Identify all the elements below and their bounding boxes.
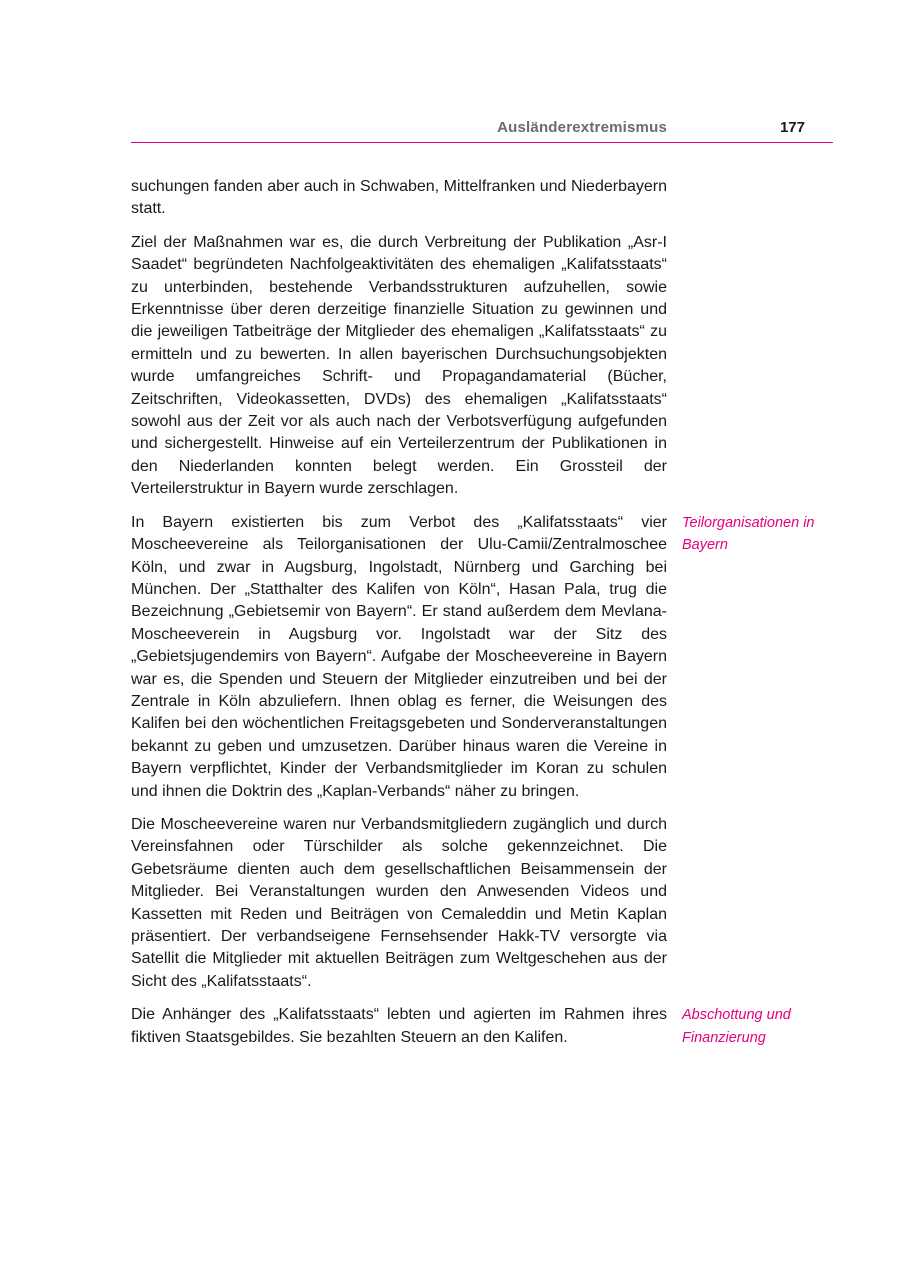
running-header [131,116,833,143]
paragraph-5-text: Die Anhänger des „Kalifatsstaats“ lebten und agierten im Rahmen ihres fiktiven Staatsgebildes. Sie bezahlten Steuern an den Kalifen. [131,1006,667,1046]
paragraph-4 [131,814,667,993]
paragraph-2-text: Ziel der Maßnahmen war es, die durch Verbreitung der Publikation „Asr-I Saadet“ begründeten Nachfolgeaktivitäten des ehemaligen „Kalifatsstaats“ zu unterbinden, bestehende Verbandsstrukturen aufzuhellen, sowie Erkenntnisse über deren derzeitige finanzielle Situation zu gewinnen und die jeweiligen Tatbeiträge der Mitglieder des ehemaligen „Kalifatsstaats“ zu ermitteln und zu bewerten. In allen bayerischen Durchsuchungsobjekten wurde umfangreiches Schrift- und Propagandamaterial (Bücher, Zeitschriften, Videokassetten, DVDs) des ehemaligen „Kalifatsstaats“ sowohl aus der Zeit vor als auch nach der Verbotsverfügung aufgefunden und sichergestellt. Hinweise auf ein Verteilerzentrum der Publikationen in den Niederlanden konnten belegt werden. Ein Grossteil der Verteilerstruktur in Bayern wurde zerschlagen. [131,233,667,498]
paragraph-3 [131,512,815,803]
body-text [131,176,815,1060]
paragraph-5 [131,1004,791,1049]
margin-note-abschottung: Abschottung und Finanzierung [682,1007,791,1046]
paragraph-3-text: In Bayern existierten bis zum Verbot des „Kalifatsstaats“ vier Moscheevereine als Teilorganisationen der Ulu-Camii/Zentralmoschee Köln, und zwar in Augsburg, Ingolstadt, Nürnberg und Garching bei München. Der „Statthalter des Kalifen von Köln“, Hasan Pala, trug die Bezeichnung „Gebietsemir von Bayern“. Er stand außerdem dem Mevlana-Moscheeverein in Augsburg vor. Ingolstadt war der Sitz des „Gebietsjugendemirs von Bayern“. Aufgabe der Moscheevereine in Bayern war es, die Spenden und Steuern der Mitglieder einzutreiben und bei der Zentrale in Köln abzuliefern. Ihnen oblag es ferner, die Weisungen des Kalifen bei den wöchentlichen Freitagsgebeten und Sonderveranstaltungen bekannt zu geben und umzusetzen. Darüber hinaus waren die Vereine in Bayern verpflichtet, Kinder der Verbandsmitglieder im Koran zu schulen und ihnen die Doktrin des „Kaplan-Verbands“ näher zu bringen. [131,513,667,800]
paragraph-1-text: suchungen fanden aber auch in Schwaben, Mittelfranken und Niederbayern statt. [131,178,667,218]
margin-note-teilorganisationen: Teilorganisationen in Bayern [682,514,815,554]
page-number: 177 [779,119,805,136]
running-header-title: Ausländerextremismus [497,119,667,136]
paragraph-2 [131,232,667,501]
paragraph-4-text: Die Moscheevereine waren nur Verbandsmitgliedern zugänglich und durch Vereinsfahnen oder Türschilder als solche gekennzeichnet. Die Gebetsräume dienten auch dem gesellschaftlichen Beisammensein der Mitglieder. Bei Veranstaltungen wurden den Anwesenden Videos und Kassetten mit Reden und Beiträgen von Cemaleddin und Metin Kaplan präsentiert. Der verbandseigene Fernsehsender Hakk-TV versorgte via Satellit die Mitglieder mit aktuellen Beiträgen zum Weltgeschehen aus der Sicht des „Kalifatsstaats“. [131,815,667,990]
paragraph-1 [131,176,667,221]
